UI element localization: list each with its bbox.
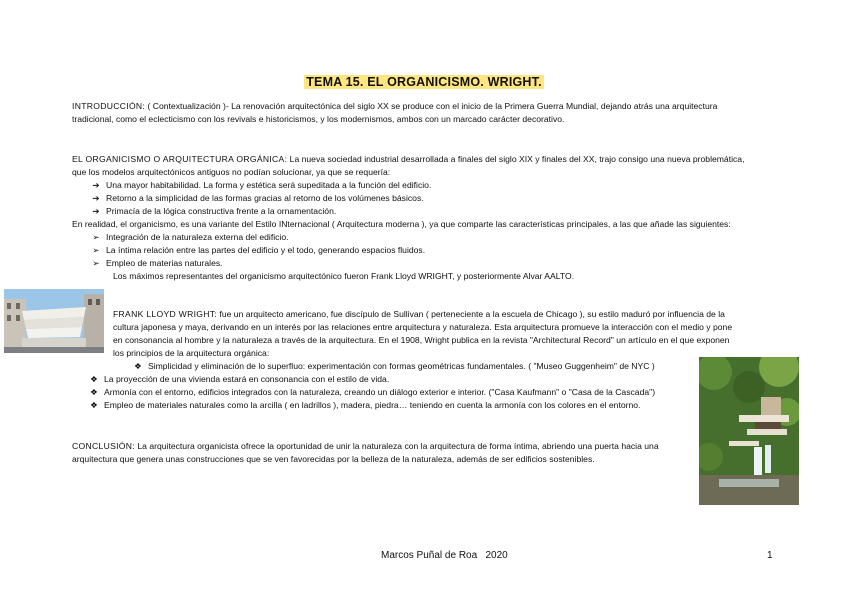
- diamond-bullet-icon: ❖: [90, 374, 98, 384]
- organicismo-line-2: que los modelos arquitectónicos antiguos no podían solucionar, ya que se requería:: [72, 166, 391, 177]
- wright-line-3: en consonancia al hombre y la naturaleza a través de la arquitectura. En el 1908, Wright publica en la revista "Architectural Record" un artículo en el que exponen: [113, 334, 730, 345]
- diamond-bullet-icon: ❖: [90, 387, 98, 397]
- conclusion-line-1: [72, 440, 782, 453]
- conclusion-text-1: La arquitectura organicista ofrece la oportunidad de unir la naturaleza con la arquitectura de forma íntima, abriendo una puerta hacia una: [137, 441, 659, 451]
- guggenheim-photo: [4, 289, 104, 353]
- organicismo-line-1: [72, 153, 782, 166]
- conclusion-line-2: arquitectura que genera unas construcciones que se ven favorecidas por la belleza de la naturaleza, además de ser edificios sostenibles.: [72, 453, 595, 464]
- page-number: 1: [767, 550, 773, 561]
- requirement-item: [86, 205, 336, 218]
- organicismo-heading: EL ORGANICISMO O ARQUITECTURA ORGÁNICA:: [72, 154, 288, 164]
- wright-point-text: La proyección de una vivienda estará en consonancia con el estilo de vida.: [104, 374, 390, 384]
- chevron-bullet-icon: ➢: [92, 245, 100, 255]
- wright-line-2: cultura japonesa y maya, derivando en un interés por las relaciones entre arquitectura y naturaleza. Esta arquitectura promueve la interacción con el medio y pone: [113, 321, 733, 332]
- wright-point-text: Empleo de materiales naturales como la arcilla ( en ladrillos ), madera, piedra… teniendo en cuenta la armonía con los colores en el entorno.: [104, 400, 641, 410]
- wright-heading: FRANK LLOYD WRIGHT:: [113, 309, 218, 319]
- requirement-text: Primacía de la lógica constructiva frente a la ornamentación.: [106, 206, 337, 216]
- principle-text: Simplicidad y eliminación de lo superfluo: experimentación con formas geométricas fundamentales. ( "Museo Guggenheim" de NYC ): [148, 361, 655, 371]
- representatives-line: Los máximos representantes del organicismo arquitectónico fueron Frank Lloyd WRIGHT, y posteriormente Alvar AALTO.: [113, 271, 575, 281]
- requirement-text: Retorno a la simplicidad de las formas gracias al retorno de los volúmenes básicos.: [106, 193, 424, 203]
- intro-heading: INTRODUCCIÓN:: [72, 101, 146, 111]
- variant-line: En realidad, el organicismo, es una variante del Estilo INternacional ( Arquitectura moderna ), ya que comparte las características principales, a las que añade las siguientes:: [72, 219, 731, 229]
- wright-line-4: los principios de la arquitectura orgánica:: [113, 347, 270, 358]
- diamond-bullet-icon: ❖: [134, 361, 142, 371]
- requirement-item: [86, 192, 424, 205]
- addition-item: [86, 257, 223, 270]
- conclusion-paragraph: [72, 440, 782, 466]
- arrow-bullet-icon: ➔: [92, 193, 100, 203]
- addition-text: La íntima relación entre las partes del edificio y el todo, generando espacios fluidos.: [106, 245, 426, 255]
- wright-line-1: [113, 308, 783, 321]
- addition-text: Integración de la naturaleza externa del edificio.: [106, 232, 289, 242]
- arrow-bullet-icon: ➔: [92, 206, 100, 216]
- wright-point-item: [84, 386, 655, 399]
- addition-item: [86, 244, 425, 257]
- fallingwater-photo: [699, 357, 799, 505]
- organicismo-paragraph: [72, 153, 782, 179]
- footer-author: Marcos Puñal de Roa 2020: [381, 550, 508, 561]
- title-container: [0, 73, 848, 92]
- arrow-bullet-icon: ➔: [92, 180, 100, 190]
- wright-point-item: [84, 373, 389, 386]
- conclusion-heading: CONCLUSIÓN:: [72, 441, 135, 451]
- requirement-item: [86, 179, 431, 192]
- wright-text-1: fue un arquitecto americano, fue discípulo de Sullivan ( perteneciente a la escuela de Chicago ), su estilo maduró por influencia de la: [219, 309, 725, 319]
- diamond-bullet-icon: ❖: [90, 400, 98, 410]
- wright-paragraph: [113, 308, 783, 360]
- document-title: TEMA 15. EL ORGANICISMO. WRIGHT.: [306, 75, 542, 89]
- intro-paragraph: [72, 100, 782, 126]
- wright-point-text: Armonía con el entorno, edificios integrados con la naturaleza, creando un diálogo exterior e interior. ("Casa Kaufmann" o "Casa de la Cascada"): [104, 387, 656, 397]
- organicismo-text-1: La nueva sociedad industrial desarrollada a finales del siglo XIX y finales del XX, trajo consigo una nueva problemática,: [289, 154, 745, 164]
- wright-point-item: [84, 399, 640, 412]
- addition-item: [86, 231, 289, 244]
- chevron-bullet-icon: ➢: [92, 232, 100, 242]
- intro-text-1: ( Contextualización )- La renovación arquitectónica del siglo XX se produce con el inicio de la Primera Guerra Mundial, dejando atrás una arquitectura: [147, 101, 718, 111]
- requirement-text: Una mayor habitabilidad. La forma y estética será supeditada a la función del edificio.: [106, 180, 432, 190]
- addition-text: Empleo de materias naturales.: [106, 258, 223, 268]
- intro-line-1: [72, 100, 782, 113]
- principle-item: [128, 360, 655, 373]
- chevron-bullet-icon: ➢: [92, 258, 100, 268]
- intro-line-2: tradicional, como el eclecticismo con los revivals e historicismos, y los modernismos, ambos con un marcado carácter decorativo.: [72, 113, 565, 124]
